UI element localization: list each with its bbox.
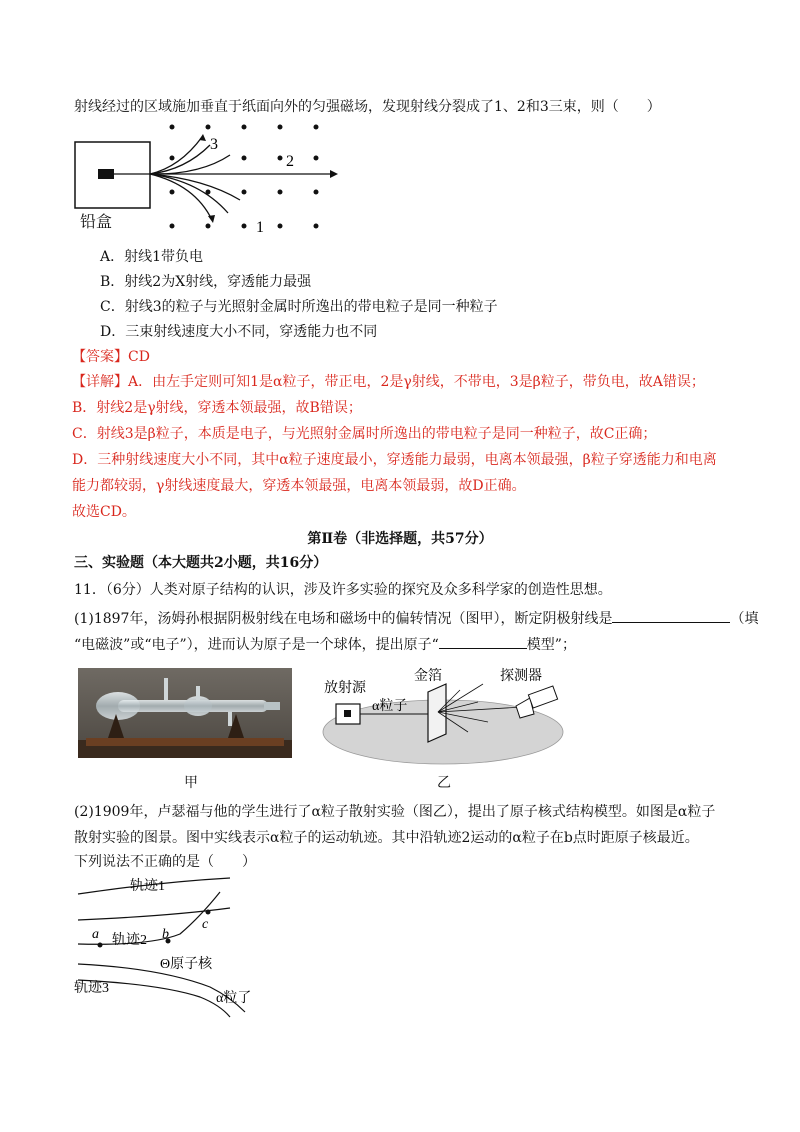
q11-intro: 11．（6分）人类对原子结构的认识，涉及许多实验的探究及众多科学家的创造性思想。 bbox=[74, 582, 612, 598]
caption-jia: 甲 bbox=[184, 775, 198, 791]
q11-p1-text-b: （填 bbox=[730, 611, 759, 627]
field-dots bbox=[170, 125, 319, 229]
track-label-3: 轨迹3 bbox=[74, 981, 109, 996]
track-2 bbox=[78, 892, 220, 944]
label-alpha: α粒子 bbox=[372, 699, 408, 714]
caption-yi: 乙 bbox=[437, 775, 451, 791]
track-label-1: 轨迹1 bbox=[130, 879, 165, 894]
q11-p1-line2 bbox=[74, 634, 576, 655]
label-foil: 金箔 bbox=[414, 669, 442, 684]
alpha-scattering-apparatus bbox=[318, 662, 568, 767]
track-label-2: 轨迹2 bbox=[112, 933, 147, 948]
label-source: 放射源 bbox=[324, 681, 366, 696]
alpha-track-figure bbox=[70, 872, 310, 1022]
q10-answer: 【答案】CD bbox=[72, 349, 150, 365]
q10-explain-4: D．三种射线速度大小不同，其中α粒子速度最小，穿透能力最弱，电离本领最强，β粒子穿透能力和电离 bbox=[72, 452, 717, 468]
lead-box-label: 铅盒 bbox=[80, 212, 113, 231]
q10-option-a: A．射线1带负电 bbox=[100, 249, 204, 265]
q11-p1-text-c: “电磁波”或“电子”），进而认为原子是一个球体，提出原子“ bbox=[74, 637, 439, 653]
ray-label-1: 1 bbox=[256, 219, 264, 236]
answer-blank-1[interactable] bbox=[612, 608, 730, 623]
q11-p1-text-d: 模型”； bbox=[526, 637, 576, 653]
section-3-heading: 三、实验题（本大题共2小题，共16分） bbox=[74, 555, 328, 571]
q11-p2-line1: (2)1909年，卢瑟福与他的学生进行了α粒子散射实验（图乙），提出了原子核式结构模型。如图是α粒子 bbox=[74, 804, 716, 820]
answer-blank-2[interactable] bbox=[439, 634, 527, 649]
q10-option-d: D．三束射线速度大小不同，穿透能力也不同 bbox=[100, 324, 378, 340]
section-2-title: 第Ⅱ卷（非选择题，共57分） bbox=[307, 531, 493, 547]
ray-3 bbox=[150, 137, 202, 174]
point-b: b bbox=[162, 927, 169, 942]
q10-explain-6: 故选CD。 bbox=[72, 504, 136, 520]
label-detector: 探测器 bbox=[500, 669, 542, 684]
radioactive-source bbox=[98, 169, 114, 179]
q10-option-c: C．射线3的粒子与光照射金属时所逸出的带电粒子是同一种粒子 bbox=[100, 299, 498, 315]
q10-explain-5: 能力都较弱，γ射线速度最大，穿透本领最强，电离本领最弱，故D正确。 bbox=[72, 478, 526, 494]
q11-p1-line1 bbox=[74, 608, 758, 629]
q10-explain-3: C．射线3是β粒子，本质是电子，与光照射金属时所逸出的带电粒子是同一种粒子，故C正确； bbox=[72, 426, 657, 442]
nucleus-label: Θ原子核 bbox=[160, 957, 213, 972]
q10-explain-2: B．射线2是γ射线，穿透本领最强，故B错误； bbox=[72, 400, 362, 416]
q10-stem: 射线经过的区域施加垂直于纸面向外的匀强磁场，发现射线分裂成了1、2和3三束，则（ ） bbox=[74, 99, 661, 115]
point-a: a bbox=[92, 927, 99, 942]
q10-option-b: B．射线2为X射线，穿透能力最强 bbox=[100, 274, 312, 290]
cathode-ray-tube-photo bbox=[78, 668, 292, 758]
ray-label-3: 3 bbox=[210, 136, 218, 153]
point-c: c bbox=[202, 917, 209, 932]
q10-explain-1: 【详解】A．由左手定则可知1是α粒子，带正电，2是γ射线，不带电，3是β粒子，带负电，故A错误； bbox=[72, 374, 705, 390]
alpha-label: α粒了 bbox=[216, 991, 252, 1006]
q11-p2-line3: 下列说法不正确的是（ ） bbox=[74, 854, 256, 870]
ray-label-2: 2 bbox=[286, 153, 294, 170]
q11-p2-line2: 散射实验的图景。图中实线表示α粒子的运动轨迹。其中沿轨迹2运动的α粒子在b点时距原子核最近。 bbox=[74, 830, 699, 846]
q11-p1-text-a: (1)1897年，汤姆孙根据阴极射线在电场和磁场中的偏转情况（图甲），断定阴极射线是 bbox=[74, 611, 613, 627]
